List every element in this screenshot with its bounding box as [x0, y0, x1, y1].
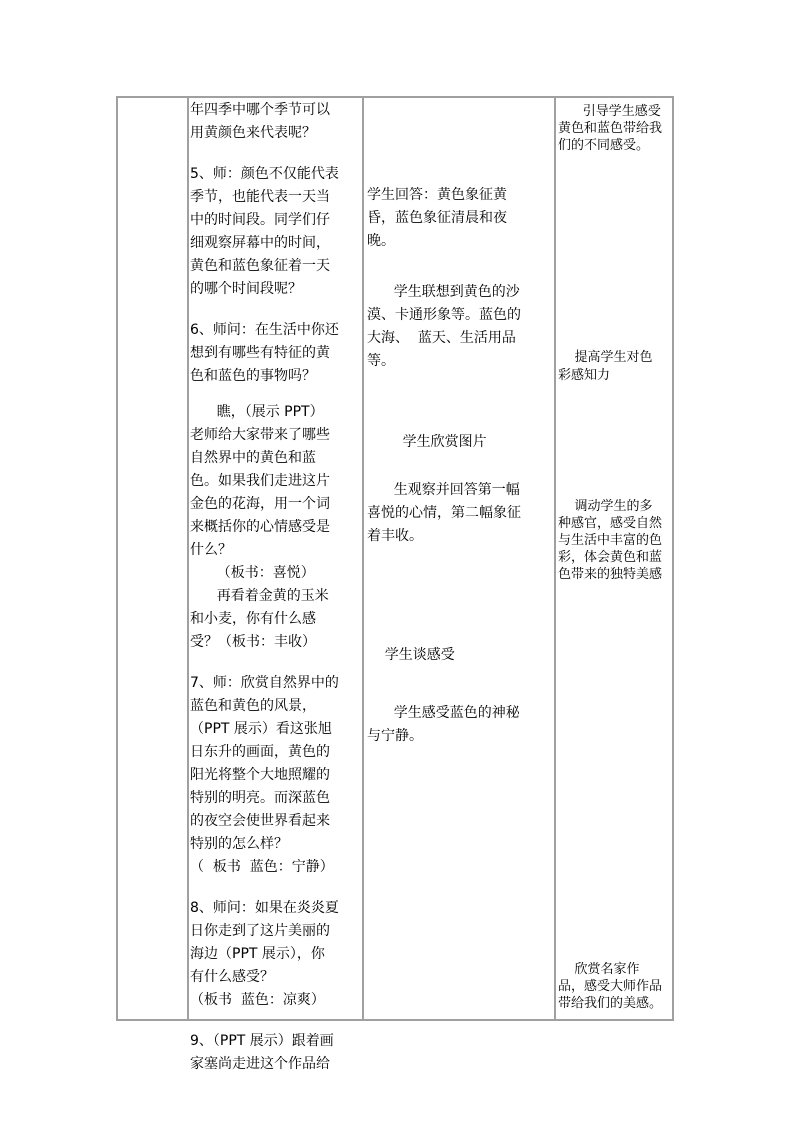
- text-line: 调动学生的多: [558, 499, 653, 514]
- text-line: 日你走到了这片美丽的: [190, 923, 330, 939]
- text-line: 学生欣赏图片: [367, 434, 487, 450]
- text-line: 海边（PPT 展示），你: [190, 946, 325, 962]
- text-line: 黄色和蓝色象征着一天: [190, 258, 330, 274]
- text-line: 种感官，感受自然: [558, 516, 663, 531]
- text-line: 生观察并回答第一幅: [367, 482, 520, 498]
- text-line: 特别的怎么样？: [190, 836, 288, 852]
- text-line: 彩，体会黄色和蓝: [558, 550, 663, 565]
- text-line: 昏，蓝色象征清晨和夜: [367, 210, 507, 226]
- column-divider: [554, 98, 556, 1019]
- text-line: 提高学生对色: [558, 350, 653, 365]
- text-line: 家塞尚走进这个作品给: [190, 1056, 330, 1072]
- text-line: 日东升的画面，黄色的: [190, 744, 330, 760]
- text-line: （板书：喜悦）: [190, 565, 315, 581]
- text-line: 带给我们的美感。: [558, 996, 663, 1011]
- text-line: 色和蓝色的事物吗？: [190, 368, 316, 384]
- text-line: 欣赏名家作: [558, 962, 640, 977]
- text-line: 7、师：欣赏自然界中的: [190, 675, 339, 691]
- text-line: 彩感知力: [558, 368, 611, 383]
- text-line: 喜悦的心情，第二幅象征: [367, 505, 521, 521]
- text-line: 瞧，（展示 PPT）: [190, 404, 324, 420]
- text-line: （PPT 展示）看这张旭: [190, 721, 332, 737]
- text-line: 色带来的独特美感: [558, 567, 663, 582]
- text-line: 用黄颜色来代表呢？: [190, 125, 316, 141]
- text-line: 蓝色和黄色的风景，: [190, 698, 316, 714]
- text-line: 们的不同感受。: [558, 138, 650, 153]
- text-line: 来概括你的心情感受是: [190, 519, 330, 535]
- text-line: 晚。: [367, 233, 395, 249]
- text-line: 金色的花海，用一个词: [190, 496, 330, 512]
- text-line: 9、（PPT 展示）跟着画: [190, 1033, 334, 1049]
- text-line: 学生回答：黄色象征黄: [367, 187, 507, 203]
- text-line: 着丰收。: [367, 528, 423, 544]
- text-line: 与生活中丰富的色: [558, 533, 663, 548]
- column-divider: [187, 98, 189, 1019]
- text-line: 5、师：颜色不仅能代表: [190, 166, 339, 182]
- text-line: 等。: [367, 353, 395, 369]
- text-line: 大海、 蓝天、生活用品: [367, 330, 516, 346]
- text-line: 再看着金黄的玉米: [190, 588, 329, 604]
- text-line: 想到有哪些有特征的黄: [190, 345, 330, 361]
- text-line: （ 板书 蓝色：宁静）: [190, 859, 334, 875]
- text-line: 黄色和蓝色带给我: [558, 121, 663, 136]
- text-line: 有什么感受？: [190, 969, 274, 985]
- text-line: 学生联想到黄色的沙: [367, 284, 520, 300]
- text-line: 季节，也能代表一天当: [190, 189, 330, 205]
- text-line: 与宁静。: [367, 728, 423, 744]
- text-line: 细观察屏幕中的时间，: [190, 235, 330, 251]
- text-line: （板书 蓝色：凉爽）: [190, 992, 325, 1008]
- text-line: 什么？: [190, 542, 232, 558]
- text-line: 特别的明亮。而深蓝色: [190, 790, 330, 806]
- text-line: 引导学生感受: [558, 104, 661, 119]
- text-line: 中的时间段。同学们仔: [190, 212, 330, 228]
- text-line: 的夜空会使世界看起来: [190, 813, 330, 829]
- text-line: 品，感受大师作品: [558, 979, 663, 994]
- text-line: 的哪个时间段呢？: [190, 281, 302, 297]
- text-line: 学生谈感受: [367, 647, 455, 663]
- text-line: 和小麦，你有什么感: [190, 611, 316, 627]
- column-divider: [362, 98, 364, 1019]
- text-line: 色。如果我们走进这片: [190, 473, 330, 489]
- lesson-plan-table: [116, 96, 674, 1072]
- text-line: 老师给大家带来了哪些: [190, 427, 330, 443]
- text-line: 自然界中的黄色和蓝: [190, 450, 316, 466]
- text-line: 8、师问：如果在炎炎夏: [190, 900, 339, 916]
- text-line: 受？（板书：丰收）: [190, 634, 316, 650]
- text-line: 阳光将整个大地照耀的: [190, 767, 330, 783]
- text-line: 漠、卡通形象等。蓝色的: [367, 307, 521, 323]
- text-line: 年四季中哪个季节可以: [190, 102, 330, 118]
- text-line: 学生感受蓝色的神秘: [367, 705, 520, 721]
- text-line: 6、师问：在生活中你还: [190, 322, 339, 338]
